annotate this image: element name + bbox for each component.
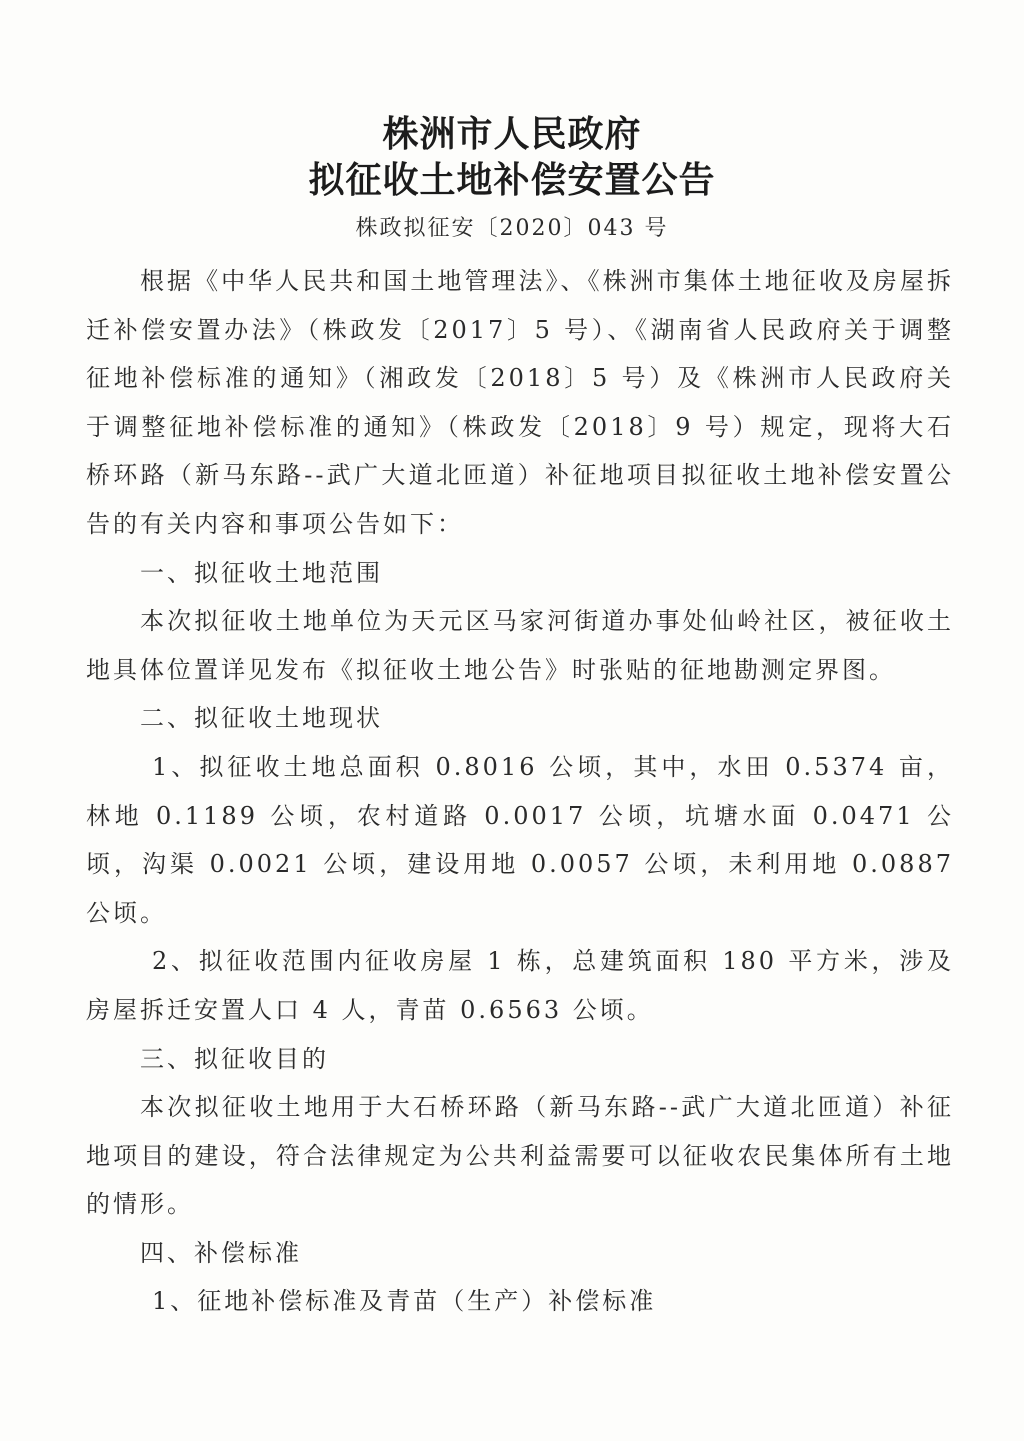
document-body — [86, 257, 954, 1326]
section3-paragraph: 本次拟征收土地用于大石桥环路（新马东路--武广大道北匝道）补征地项目的建设，符合法律规定为公共利益需要可以征收农民集体所有土地的情形。 — [86, 1093, 954, 1219]
section4-heading: 四、补偿标准 — [140, 1238, 302, 1267]
document-title-line1: 株洲市人民政府 — [382, 114, 642, 155]
section1-heading: 一、拟征收土地范围 — [140, 558, 383, 587]
section4-item1: 1、征地补偿标准及青苗（生产）补偿标准 — [152, 1287, 657, 1316]
section3-heading: 三、拟征收目的 — [140, 1044, 329, 1073]
document-title-line2: 拟征收土地补偿安置公告 — [308, 160, 716, 201]
section2-item1: 1、拟征收土地总面积 0.8016 公顷，其中，水田 0.5374 亩，林地 0.1189 公顷，农村道路 0.0017 公顷，坑塘水面 0.0471 公顷，沟渠 0.0021 公顷，建设用地 0.0057 公顷，未利用地 0.0887 公顷。 — [86, 752, 954, 927]
section2-item2: 2、拟征收范围内征收房屋 1 栋，总建筑面积 180 平方米，涉及房屋拆迁安置人口 4 人，青苗 0.6563 公顷。 — [86, 947, 954, 1024]
section2-heading: 二、拟征收土地现状 — [140, 704, 383, 733]
section1-paragraph: 本次拟征收土地单位为天元区马家河街道办事处仙岭社区，被征收土地具体位置详见发布《拟征收土地公告》时张贴的征地勘测定界图。 — [86, 607, 954, 684]
intro-paragraph: 根据《中华人民共和国土地管理法》、《株洲市集体土地征收及房屋拆迁补偿安置办法》（株政发〔2017〕5 号）、《湖南省人民政府关于调整征地补偿标准的通知》（湘政发〔2018〕5 号）及《株洲市人民政府关于调整征地补偿标准的通知》（株政发〔2018〕9 号）规定，现将大石桥环路（新马东路--武广大道北匝道）补征地项目拟征收土地补偿安置公告的有关内容和事项公告如下： — [86, 267, 954, 538]
document-number: 株政拟征安〔2020〕043 号 — [355, 216, 669, 241]
